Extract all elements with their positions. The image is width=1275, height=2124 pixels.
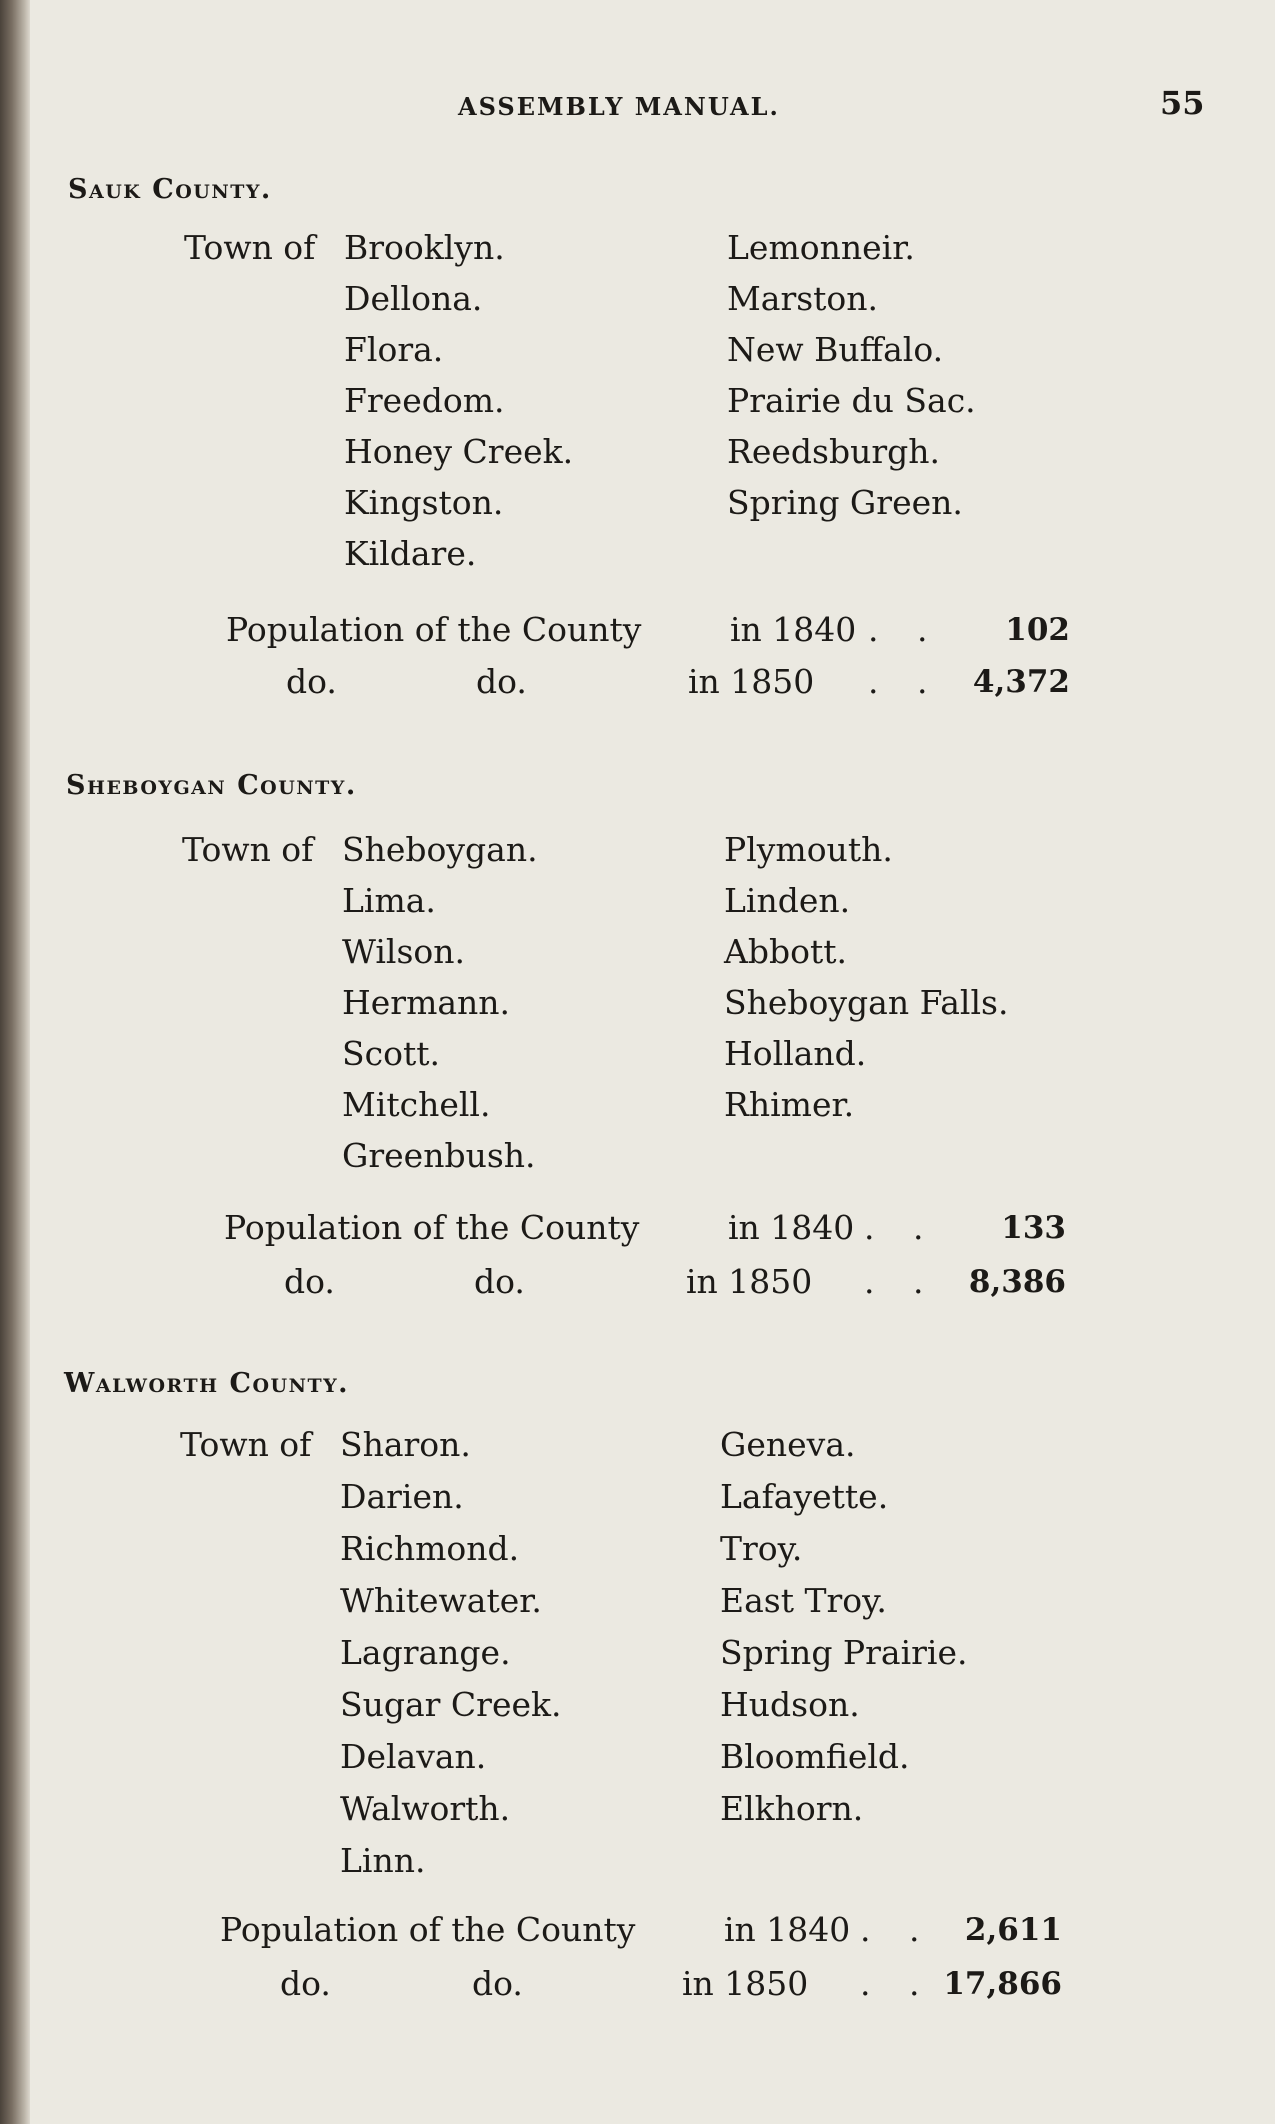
town-name: Linn. [340,1841,426,1880]
town-name: Wilson. [342,932,465,971]
population-year: in 1850 [682,1964,809,2003]
town-of-label: Town of [184,228,316,267]
town-name: Kildare. [344,534,477,573]
population-label: Population of the County [226,610,642,649]
population-label: Population of the County [220,1910,636,1949]
town-name: Holland. [724,1034,867,1073]
population-year: in 1840 [730,610,857,649]
population-year: in 1850 [688,662,815,701]
county-heading: Sheboygan County. [66,770,357,801]
town-name: Bloomfield. [720,1737,910,1776]
town-name: Lemonneir. [727,228,915,267]
town-of-label: Town of [182,830,314,869]
population-year: in 1850 [686,1262,813,1301]
town-name: Sheboygan Falls. [724,983,1009,1022]
town-name: Brooklyn. [344,228,505,267]
town-name: Freedom. [344,381,505,420]
town-name: Sharon. [340,1425,471,1464]
running-head: ASSEMBLY MANUAL. [458,92,780,121]
population-year: in 1840 [724,1910,851,1949]
town-name: Hudson. [720,1685,860,1724]
town-name: Prairie du Sac. [727,381,976,420]
town-name: Rhimer. [724,1085,855,1124]
town-name: Richmond. [340,1529,520,1568]
town-name: Sugar Creek. [340,1685,562,1724]
leader-dots: . . [868,662,942,701]
town-of-label: Town of [180,1425,312,1464]
population-value: 17,866 [943,1966,1062,2002]
population-value: 8,386 [968,1264,1066,1300]
town-name: Hermann. [342,983,511,1022]
town-name: Troy. [720,1529,803,1568]
town-name: Darien. [340,1477,464,1516]
town-name: Marston. [727,279,879,318]
town-name: Dellona. [344,279,483,318]
leader-dots: . . [868,610,942,649]
town-name: Abbott. [724,932,847,971]
leader-dots: . . [860,1910,934,1949]
town-name: Lafayette. [720,1477,889,1516]
book-page [30,0,1275,2124]
population-value: 2,611 [964,1912,1062,1948]
ditto-mark: do. [280,1964,331,2003]
population-year: in 1840 [728,1208,855,1247]
county-heading: Walworth County. [64,1368,350,1399]
town-name: Plymouth. [724,830,893,869]
town-name: Sheboygan. [342,830,538,869]
ditto-mark: do. [284,1262,335,1301]
population-value: 102 [1005,612,1070,648]
town-name: Kingston. [344,483,504,522]
leader-dots: . . [864,1208,938,1247]
ditto-mark: do. [476,662,527,701]
town-name: East Troy. [720,1581,887,1620]
town-name: Mitchell. [342,1085,491,1124]
town-name: Lagrange. [340,1633,511,1672]
county-heading: Sauk County. [68,174,272,205]
town-name: Elkhorn. [720,1789,864,1828]
population-label: Population of the County [224,1208,640,1247]
town-name: Greenbush. [342,1136,536,1175]
town-name: Linden. [724,881,851,920]
town-name: Scott. [342,1034,440,1073]
population-value: 133 [1001,1210,1066,1246]
town-name: Geneva. [720,1425,856,1464]
ditto-mark: do. [472,1964,523,2003]
town-name: Walworth. [340,1789,511,1828]
town-name: New Buffalo. [727,330,944,369]
town-name: Delavan. [340,1737,487,1776]
town-name: Spring Prairie. [720,1633,968,1672]
town-name: Spring Green. [727,483,963,522]
ditto-mark: do. [286,662,337,701]
town-name: Honey Creek. [344,432,574,471]
ditto-mark: do. [474,1262,525,1301]
leader-dots: . . [860,1964,934,2003]
town-name: Reedsburgh. [727,432,940,471]
town-name: Flora. [344,330,444,369]
book-spine-edge [0,0,30,2124]
town-name: Lima. [342,881,436,920]
page-number: 55 [1160,84,1205,122]
town-name: Whitewater. [340,1581,542,1620]
population-value: 4,372 [972,664,1070,700]
leader-dots: . . [864,1262,938,1301]
